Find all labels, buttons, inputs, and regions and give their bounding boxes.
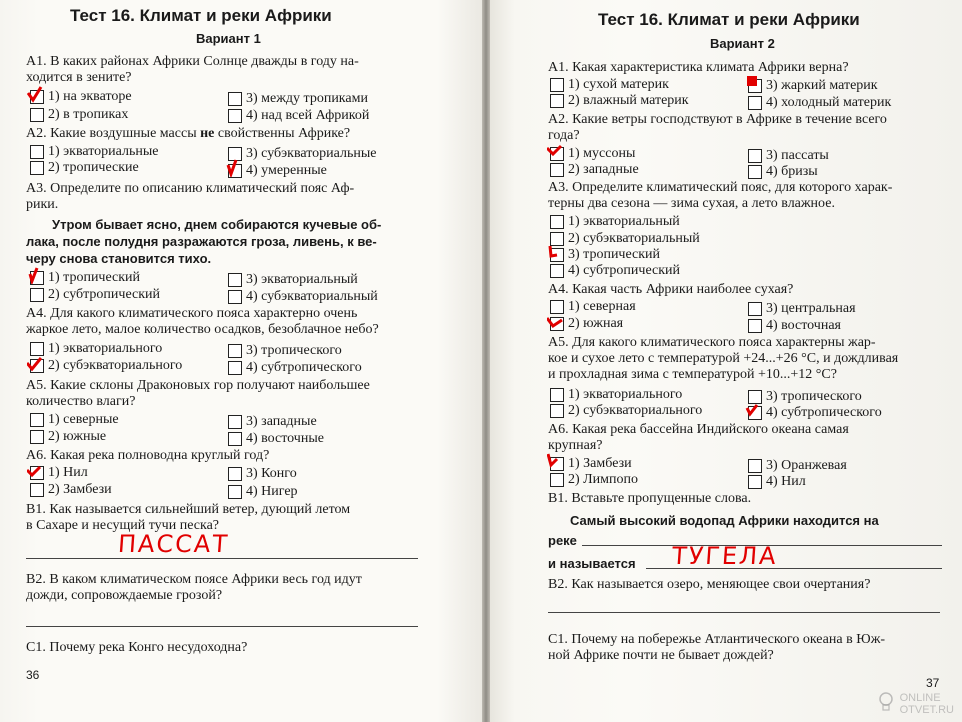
option-a4-3[interactable]: 3) тропического: [228, 343, 342, 359]
checkbox[interactable]: [748, 96, 762, 110]
checkbox[interactable]: [228, 109, 242, 123]
checkbox[interactable]: [228, 273, 242, 287]
question-c1: С1. Почему река Конго несудоходна?: [26, 640, 248, 655]
question-a6: А6. Какая река бассейна Индийского океана самая крупная?: [548, 422, 849, 453]
checkbox[interactable]: [228, 415, 242, 429]
option-a5-3[interactable]: 3) тропического: [748, 389, 862, 405]
checkbox[interactable]: [30, 413, 44, 427]
option-a1-3[interactable]: 3) жаркий материк: [748, 78, 878, 94]
checkbox[interactable]: [748, 165, 762, 179]
question-b2: В2. В каком климатическом поясе Африки весь год идут дожди, сопровождаемые грозой?: [26, 572, 362, 603]
answer-line-b1[interactable]: [26, 558, 418, 559]
handwritten-answer-b1: ТУГЕЛА: [671, 542, 779, 570]
lightbulb-icon: [878, 692, 894, 714]
variant-label: Вариант 2: [710, 36, 775, 51]
question-a4: А4. Для какого климатического пояса характерно очень жаркое лето, малое количество осадков, безоблачное небо?: [26, 306, 379, 337]
option-a6-2[interactable]: 2) Замбези: [30, 482, 112, 498]
option-a4-2[interactable]: 2) южная: [550, 316, 623, 332]
climate-description: Утром бывает ясно, днем собираются кучевые об- лака, после полудня разражаются гроза, ливень, к ве- черу снова становится тихо.: [26, 217, 382, 266]
option-a4-3[interactable]: 3) центральная: [748, 301, 856, 317]
checkbox[interactable]: [30, 90, 44, 104]
option-a5-2[interactable]: 2) южные: [30, 429, 106, 445]
checkbox[interactable]: [228, 164, 242, 178]
checkbox[interactable]: [30, 161, 44, 175]
question-b2: В2. Как называется озеро, меняющее свои очертания?: [548, 577, 871, 592]
checkbox[interactable]: [550, 94, 564, 108]
answer-line-waterfall[interactable]: [646, 568, 942, 569]
option-a1-4[interactable]: 4) холодный материк: [748, 95, 891, 111]
question-b1: В1. Как называется сильнейший ветер, дующий летом в Сахаре и несущий тучи песка?: [26, 502, 351, 533]
checkbox[interactable]: [550, 248, 564, 262]
option-a6-4[interactable]: 4) Нигер: [228, 484, 298, 500]
checkbox[interactable]: [228, 361, 242, 375]
checkbox[interactable]: [228, 432, 242, 446]
checkbox[interactable]: [30, 483, 44, 497]
book-gutter: [482, 0, 490, 722]
checkbox[interactable]: [550, 78, 564, 92]
variant-label: Вариант 1: [196, 31, 261, 46]
right-page: [486, 0, 962, 722]
red-checkmark-icon: [27, 461, 43, 479]
option-a2-1[interactable]: 1) муссоны: [550, 146, 635, 162]
question-a3: А3. Определите климатический пояс, для которого харак- терны два сезона — зима сухая, а лето влажное.: [548, 180, 893, 211]
red-checkmark-icon: [27, 354, 43, 372]
checkbox[interactable]: [550, 457, 564, 471]
question-a5: А5. Какие склоны Драконовых гор получают наибольшее количество влаги?: [26, 378, 370, 409]
checkbox[interactable]: [228, 467, 242, 481]
checkbox[interactable]: [228, 290, 242, 304]
answer-line-b2[interactable]: [26, 626, 418, 627]
option-a1-1[interactable]: 1) на экваторе: [30, 89, 132, 105]
checkbox[interactable]: [748, 79, 762, 93]
checkbox[interactable]: [550, 264, 564, 278]
red-checkmark-icon: [745, 401, 761, 419]
checkbox[interactable]: [30, 271, 44, 285]
option-a3-2[interactable]: 2) субтропический: [30, 287, 160, 303]
option-a1-4[interactable]: 4) над всей Африкой: [228, 108, 369, 124]
question-c1: С1. Почему на побережье Атлантического океана в Юж- ной Африке почти не бывает дождей?: [548, 632, 886, 663]
option-a6-2[interactable]: 2) Лимпопо: [550, 472, 638, 488]
page-number: 36: [26, 668, 40, 682]
checkbox[interactable]: [30, 430, 44, 444]
waterfall-prompt: Самый высокий водопад Африки находится на: [570, 513, 879, 528]
option-a5-1[interactable]: 1) экваториального: [550, 387, 682, 403]
checkbox[interactable]: [228, 485, 242, 499]
option-a3-1[interactable]: 1) тропический: [30, 270, 140, 286]
option-a1-2[interactable]: 2) в тропиках: [30, 107, 128, 123]
checkbox[interactable]: [748, 459, 762, 473]
option-a5-4[interactable]: 4) субтропического: [748, 405, 882, 421]
question-a6: А6. Какая река полноводна круглый год?: [26, 448, 270, 463]
option-a6-1[interactable]: 1) Нил: [30, 465, 88, 481]
checkbox[interactable]: [550, 404, 564, 418]
question-a2: А2. Какие ветры господствуют в Африке в течение всего года?: [548, 112, 887, 143]
option-a3-2[interactable]: 2) субэкваториальный: [550, 231, 700, 247]
option-a2-1[interactable]: 1) экваториальные: [30, 144, 159, 160]
question-a1: А1. Какая характеристика климата Африки верна?: [548, 60, 849, 75]
checkbox[interactable]: [748, 149, 762, 163]
checkbox[interactable]: [228, 92, 242, 106]
option-a1-2[interactable]: 2) влажный материк: [550, 93, 689, 109]
option-a4-1[interactable]: 1) северная: [550, 299, 636, 315]
red-checkmark-icon: [547, 452, 563, 470]
option-a3-4[interactable]: 4) субтропический: [550, 263, 680, 279]
option-a2-2[interactable]: 2) тропические: [30, 160, 139, 176]
option-a4-1[interactable]: 1) экваториального: [30, 341, 162, 357]
option-a5-1[interactable]: 1) северные: [30, 412, 119, 428]
option-a6-4[interactable]: 4) Нил: [748, 474, 806, 490]
option-a2-3[interactable]: 3) пассаты: [748, 148, 829, 164]
checkbox[interactable]: [550, 163, 564, 177]
option-a5-4[interactable]: 4) восточные: [228, 431, 324, 447]
checkbox[interactable]: [550, 473, 564, 487]
page-number: 37: [926, 676, 940, 690]
checkbox[interactable]: [30, 288, 44, 302]
red-checkmark-icon: [745, 74, 761, 92]
red-checkmark-icon: [547, 243, 563, 261]
option-a2-4[interactable]: 4) умеренные: [228, 163, 327, 179]
checkbox[interactable]: [30, 466, 44, 480]
checkbox[interactable]: [30, 145, 44, 159]
checkbox[interactable]: [550, 317, 564, 331]
option-a4-2[interactable]: 2) субэкваториального: [30, 358, 182, 374]
option-a5-3[interactable]: 3) западные: [228, 414, 317, 430]
option-a3-1[interactable]: 1) экваториальный: [550, 214, 680, 230]
option-a6-3[interactable]: 3) Конго: [228, 466, 297, 482]
question-a1: А1. В каких районах Африки Солнце дважды в году на- ходится в зените?: [26, 54, 359, 85]
checkbox[interactable]: [550, 215, 564, 229]
option-a5-2[interactable]: 2) субэкваториального: [550, 403, 702, 419]
option-a1-1[interactable]: 1) сухой материк: [550, 77, 669, 93]
option-a6-3[interactable]: 3) Оранжевая: [748, 458, 847, 474]
option-a3-4[interactable]: 4) субэкваториальный: [228, 289, 378, 305]
question-a2: А2. Какие воздушные массы не свойственны Африке?: [26, 126, 351, 141]
red-checkmark-icon: [547, 142, 563, 160]
checkbox[interactable]: [228, 344, 242, 358]
checkbox[interactable]: [748, 406, 762, 420]
red-checkmark-icon: [547, 312, 563, 330]
watermark: ONLINE OTVET.RU: [900, 692, 954, 716]
checkbox[interactable]: [550, 147, 564, 161]
nazyvaetsya-label: и называется: [548, 556, 636, 571]
checkbox[interactable]: [748, 475, 762, 489]
red-checkmark-icon: [27, 266, 43, 284]
option-a2-3[interactable]: 3) субэкваториальные: [228, 146, 376, 162]
page-title: Тест 16. Климат и реки Африки: [70, 6, 332, 25]
question-a3: А3. Определите по описанию климатический пояс Аф- рики.: [26, 181, 355, 212]
option-a3-3[interactable]: 3) экваториальный: [228, 272, 358, 288]
checkbox[interactable]: [748, 319, 762, 333]
page-title: Тест 16. Климат и реки Африки: [598, 10, 860, 29]
red-checkmark-icon: [225, 159, 241, 177]
checkbox[interactable]: [30, 359, 44, 373]
option-a2-4[interactable]: 4) бризы: [748, 164, 818, 180]
option-a4-4[interactable]: 4) восточная: [748, 318, 841, 334]
option-a6-1[interactable]: 1) Замбези: [550, 456, 632, 472]
checkbox[interactable]: [30, 108, 44, 122]
option-a3-3[interactable]: 3) тропический: [550, 247, 660, 263]
checkbox[interactable]: [748, 302, 762, 316]
red-checkmark-icon: [27, 85, 43, 103]
option-a2-2[interactable]: 2) западные: [550, 162, 639, 178]
question-a5: А5. Для какого климатического пояса характерны жар- кое и сухое лето с температурой +24...+26 °С, и дождливая и прохладная зима с температурой +10...+12 °С?: [548, 335, 899, 382]
reka-label: реке: [548, 533, 577, 548]
answer-line-b2[interactable]: [548, 612, 940, 613]
option-a1-3[interactable]: 3) между тропиками: [228, 91, 368, 107]
handwritten-answer-b1: ПАССАТ: [117, 530, 231, 558]
option-a4-4[interactable]: 4) субтропического: [228, 360, 362, 376]
checkbox[interactable]: [550, 388, 564, 402]
question-a4: А4. Какая часть Африки наиболее сухая?: [548, 282, 794, 297]
question-b1: В1. Вставьте пропущенные слова.: [548, 491, 752, 506]
